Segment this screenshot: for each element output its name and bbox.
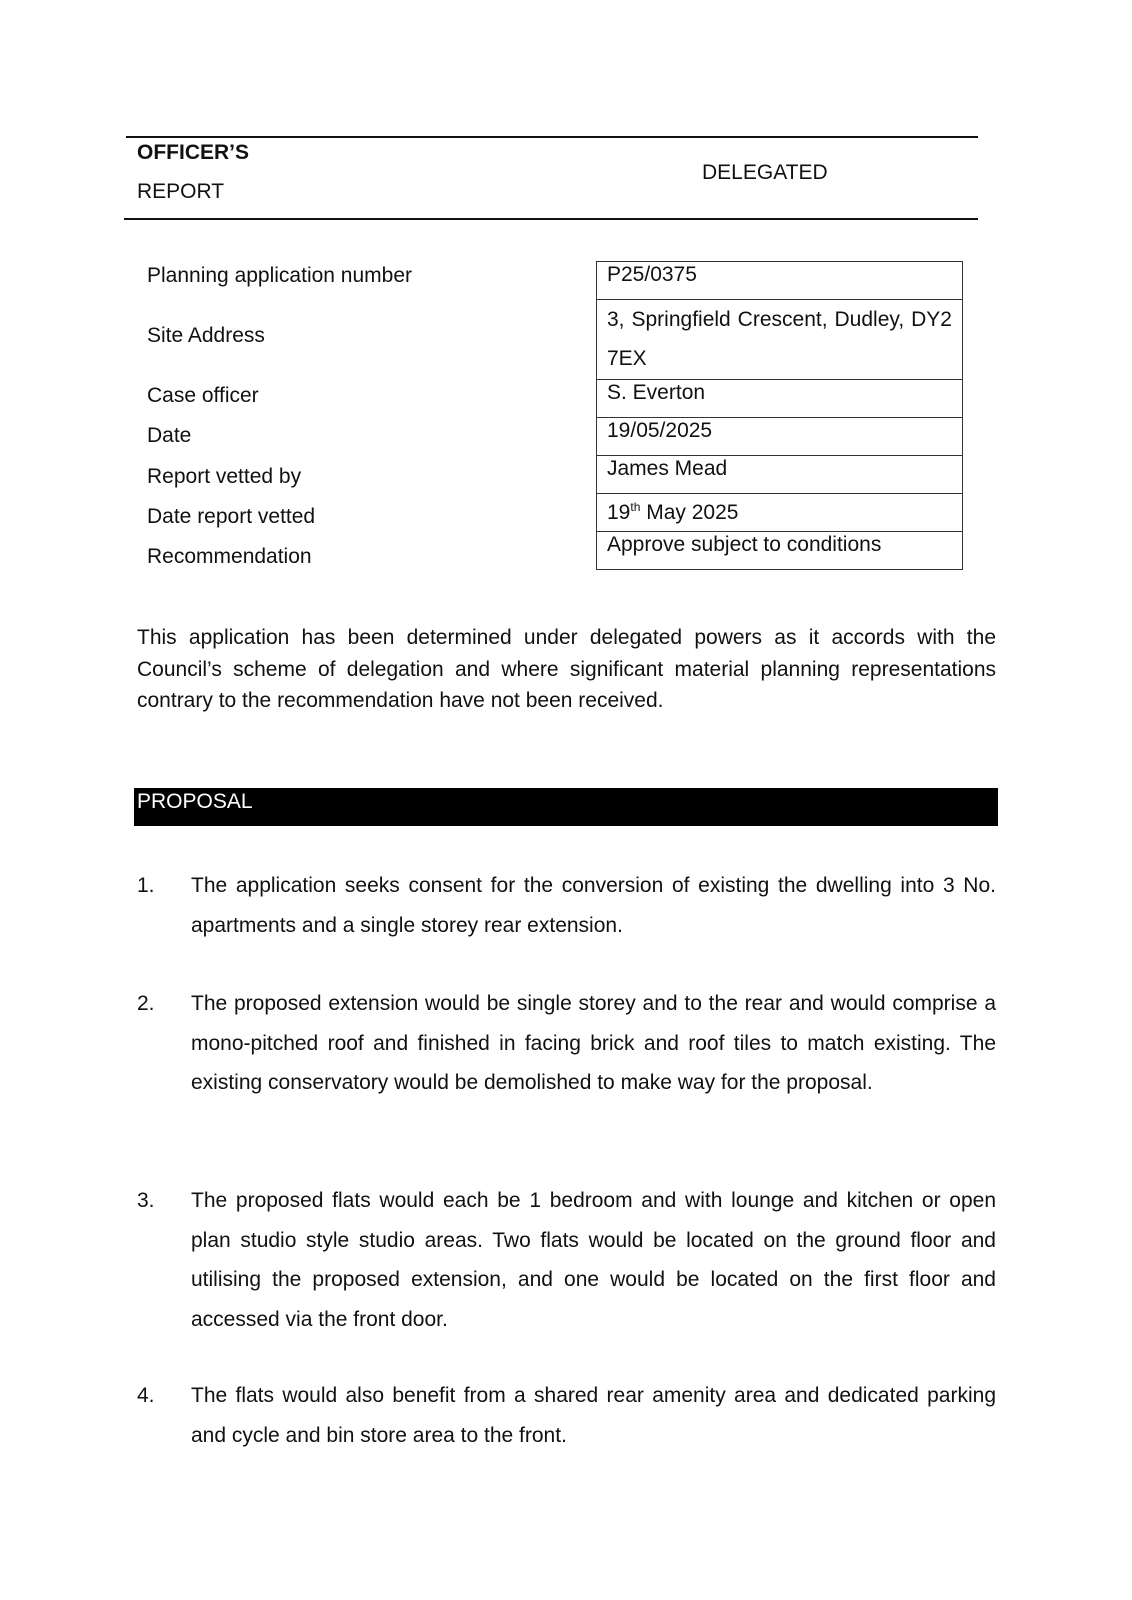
paragraph-text: The application seeks consent for the conversion of existing the dwelling into 3 No. apartments and a single storey rear extension. bbox=[191, 874, 996, 937]
header-rule-top bbox=[126, 136, 978, 138]
paragraph-number: 2. bbox=[137, 992, 155, 1015]
numbered-paragraph bbox=[137, 1376, 996, 1455]
numbered-paragraph bbox=[137, 1181, 996, 1339]
detail-label: Recommendation bbox=[147, 545, 312, 568]
detail-value: Approve subject to conditions bbox=[597, 532, 963, 570]
report-title-line1: OFFICER’S bbox=[137, 141, 250, 164]
paragraph-number: 3. bbox=[137, 1189, 155, 1212]
paragraph-text: The proposed extension would be single storey and to the rear and would comprise a mono-pitched roof and finished in facing brick and roof tiles to match existing. The existing conservatory would be demolished to make way for the proposal. bbox=[191, 992, 996, 1094]
report-title-line2: REPORT bbox=[137, 180, 225, 203]
paragraph-text: The proposed flats would each be 1 bedroom and with lounge and kitchen or open plan studio style studio areas. Two flats would be located on the ground floor and utilising the proposed extension, and one would be located on the first floor and accessed via the front door. bbox=[191, 1189, 996, 1331]
detail-label: Report vetted by bbox=[147, 465, 302, 488]
delegation-statement: This application has been determined under delegated powers as it accords with the Council’s scheme of delegation and where significant material planning representations contrary to the recommendation have not been received. bbox=[137, 626, 996, 712]
detail-label: Case officer bbox=[147, 384, 259, 407]
detail-label: Date bbox=[147, 424, 192, 447]
detail-label: Planning application number bbox=[147, 264, 413, 287]
header-rule-bottom bbox=[124, 218, 978, 220]
detail-value: S. Everton bbox=[597, 380, 963, 418]
details-table bbox=[596, 261, 963, 570]
numbered-paragraph bbox=[137, 984, 996, 1103]
detail-value: 3, Springfield Crescent, Dudley, DY2 7EX bbox=[597, 300, 963, 380]
numbered-paragraph bbox=[137, 866, 996, 945]
detail-value: 19/05/2025 bbox=[597, 418, 963, 456]
section-title: PROPOSAL bbox=[137, 790, 253, 813]
paragraph-number: 4. bbox=[137, 1384, 155, 1407]
detail-value: P25/0375 bbox=[597, 262, 963, 300]
section-header bbox=[134, 788, 998, 826]
paragraph-number: 1. bbox=[137, 874, 155, 897]
report-status: DELEGATED bbox=[702, 161, 828, 184]
detail-label: Site Address bbox=[147, 324, 265, 347]
paragraph-text: The flats would also benefit from a shared rear amenity area and dedicated parking and cycle and bin store area to the front. bbox=[191, 1384, 996, 1447]
detail-label: Date report vetted bbox=[147, 505, 316, 528]
detail-value: James Mead bbox=[597, 456, 963, 494]
detail-value: 19th May 2025 bbox=[597, 494, 963, 532]
